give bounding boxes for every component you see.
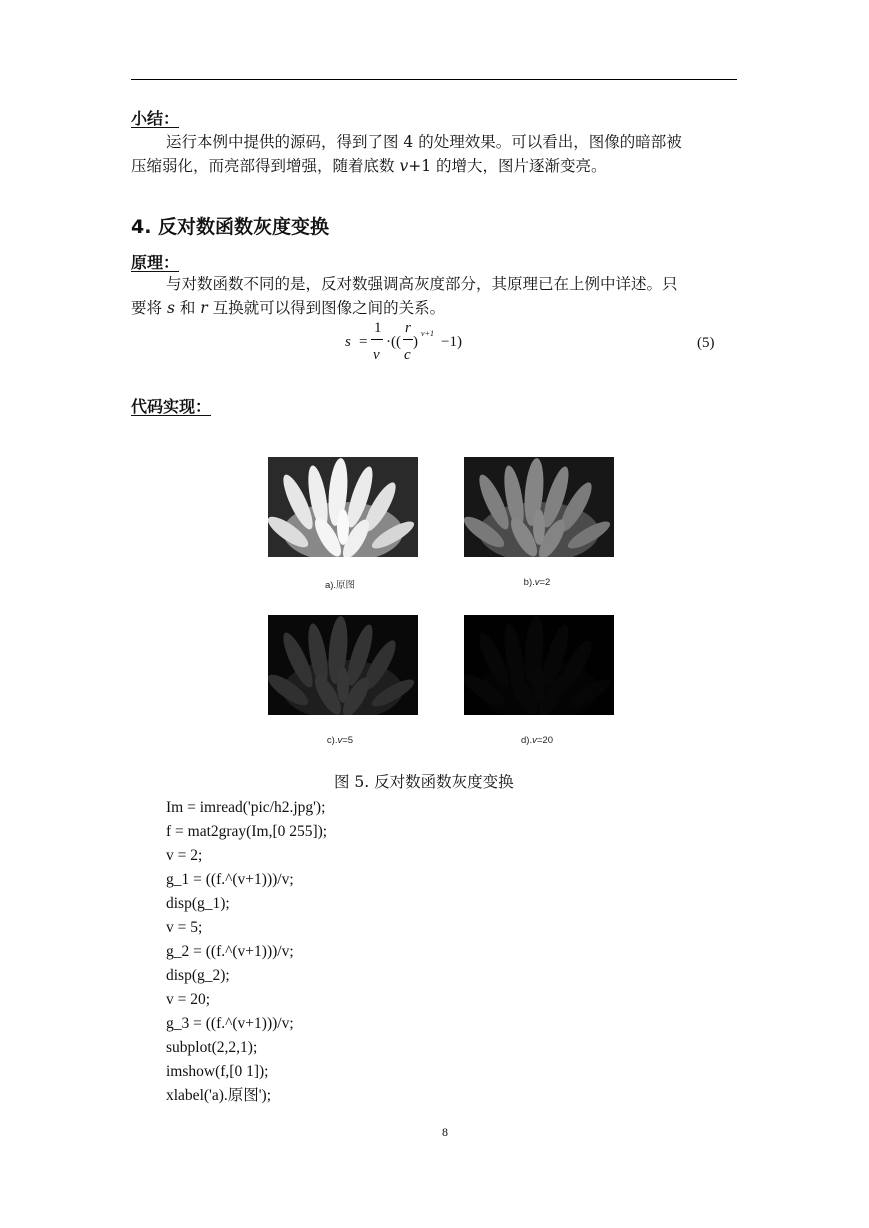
code-line: disp(g_1); — [166, 895, 230, 912]
caption-b: b).v=2 — [523, 577, 551, 588]
caption-c: c).v=5 — [326, 735, 354, 746]
code-heading: 代码实现： — [131, 397, 212, 416]
code-line: g_1 = ((f.^(v+1)))/v; — [166, 871, 294, 888]
section-title: 4. 反对数函数灰度变换 — [131, 216, 330, 238]
caption-d: d).v=20 — [521, 735, 553, 746]
formula-eq: = — [359, 334, 368, 350]
formula-den-1: v — [373, 347, 380, 363]
formula-5 — [345, 320, 485, 368]
principle-line-1: 与对数函数不同的是，反对数强调高灰度部分，其原理已在上例中详述。只 — [166, 275, 678, 293]
image-v-5 — [268, 615, 418, 715]
code-block — [166, 796, 327, 1108]
fraction-bar-2 — [403, 339, 413, 340]
formula-dot: ·(( — [386, 334, 401, 350]
fraction-bar-1 — [371, 339, 383, 340]
header-rule — [131, 79, 737, 80]
formula-close: ) — [413, 334, 418, 350]
caption-a: a).原图 — [324, 580, 356, 591]
code-line: subplot(2,2,1); — [166, 1039, 258, 1056]
summary-line-2: 压缩弱化，而亮部得到增强，随着底数 v+1 的增大，图片逐渐变亮。 — [131, 157, 607, 175]
formula-den-2: c — [404, 347, 411, 363]
formula-exponent: v+1 — [421, 329, 434, 338]
summary-line-1: 运行本例中提供的源码，得到了图 4 的处理效果。可以看出，图像的暗部被 — [166, 133, 682, 151]
image-v-20 — [464, 615, 614, 715]
formula-num-2: r — [405, 320, 411, 336]
formula-tail: −1) — [441, 334, 462, 350]
code-line: Im = imread('pic/h2.jpg'); — [166, 799, 326, 816]
image-original — [268, 457, 418, 557]
code-line: v = 5; — [166, 919, 203, 936]
formula-lhs: s — [345, 334, 351, 350]
figure-caption: 图 5. 反对数函数灰度变换 — [334, 773, 514, 791]
code-line: g_3 = ((f.^(v+1)))/v; — [166, 1015, 294, 1032]
code-line: g_2 = ((f.^(v+1)))/v; — [166, 943, 294, 960]
page-number: 8 — [442, 1125, 448, 1139]
code-line: xlabel('a).原图'); — [166, 1087, 272, 1104]
principle-line-2: 要将 s 和 r 互换就可以得到图像之间的关系。 — [131, 299, 446, 317]
code-line: f = mat2gray(Im,[0 255]); — [166, 823, 328, 840]
formula-num-1: 1 — [374, 320, 382, 336]
code-line: disp(g_2); — [166, 967, 230, 984]
code-line: v = 20; — [166, 991, 211, 1008]
formula-number: (5) — [697, 335, 715, 351]
image-v-2 — [464, 457, 614, 557]
principle-heading: 原理： — [131, 253, 180, 272]
summary-heading: 小结： — [131, 109, 180, 128]
code-line: v = 2; — [166, 847, 203, 864]
code-line: imshow(f,[0 1]); — [166, 1063, 269, 1080]
